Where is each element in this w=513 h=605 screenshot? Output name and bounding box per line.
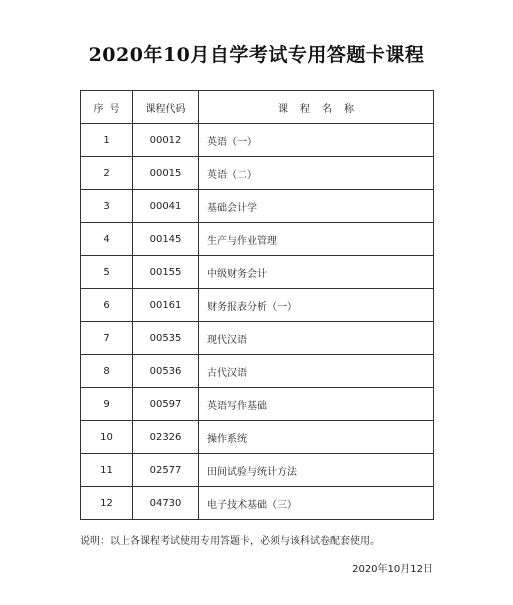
row-code: 00155 [133, 256, 199, 289]
row-name: 财务报表分析（一） [199, 289, 434, 322]
row-name: 英语（一） [199, 124, 434, 157]
document-title: 2020年10月自学考试专用答题卡课程 [88, 44, 425, 66]
row-name: 生产与作业管理 [199, 223, 434, 256]
footnote: 说明：以上各课程考试使用专用答题卡，必须与该科试卷配套使用。 [80, 536, 380, 547]
row-name: 基础会计学 [199, 190, 434, 223]
table-row [81, 190, 434, 223]
header-name: 课程名称 [199, 91, 434, 124]
row-index: 4 [81, 223, 133, 256]
table-header-row [81, 91, 434, 124]
row-code: 00015 [133, 157, 199, 190]
course-table [80, 90, 434, 520]
row-index: 10 [81, 421, 133, 454]
table-row [81, 355, 434, 388]
row-code: 02577 [133, 454, 199, 487]
row-name: 英语（二） [199, 157, 434, 190]
row-name: 电子技术基础（三） [199, 487, 434, 520]
row-code: 00012 [133, 124, 199, 157]
row-index: 11 [81, 454, 133, 487]
row-code: 00597 [133, 388, 199, 421]
header-index: 序号 [81, 91, 133, 124]
table-row [81, 454, 434, 487]
row-code: 00536 [133, 355, 199, 388]
row-code: 04730 [133, 487, 199, 520]
document-date: 2020年10月12日 [352, 564, 433, 575]
row-code: 00535 [133, 322, 199, 355]
table-row [81, 157, 434, 190]
row-code: 02326 [133, 421, 199, 454]
row-name: 操作系统 [199, 421, 434, 454]
table-row [81, 322, 434, 355]
row-index: 2 [81, 157, 133, 190]
row-index: 1 [81, 124, 133, 157]
table-row [81, 256, 434, 289]
row-index: 6 [81, 289, 133, 322]
row-name: 英语写作基础 [199, 388, 434, 421]
row-code: 00161 [133, 289, 199, 322]
row-code: 00145 [133, 223, 199, 256]
row-name: 古代汉语 [199, 355, 434, 388]
row-index: 8 [81, 355, 133, 388]
table-row [81, 421, 434, 454]
row-index: 7 [81, 322, 133, 355]
row-index: 9 [81, 388, 133, 421]
header-code: 课程代码 [133, 91, 199, 124]
row-name: 现代汉语 [199, 322, 434, 355]
table-row [81, 388, 434, 421]
row-name: 田间试验与统计方法 [199, 454, 434, 487]
row-name: 中级财务会计 [199, 256, 434, 289]
table-row [81, 124, 434, 157]
table-row [81, 223, 434, 256]
row-index: 3 [81, 190, 133, 223]
row-code: 00041 [133, 190, 199, 223]
row-index: 5 [81, 256, 133, 289]
row-index: 12 [81, 487, 133, 520]
table-row [81, 289, 434, 322]
table-row [81, 487, 434, 520]
